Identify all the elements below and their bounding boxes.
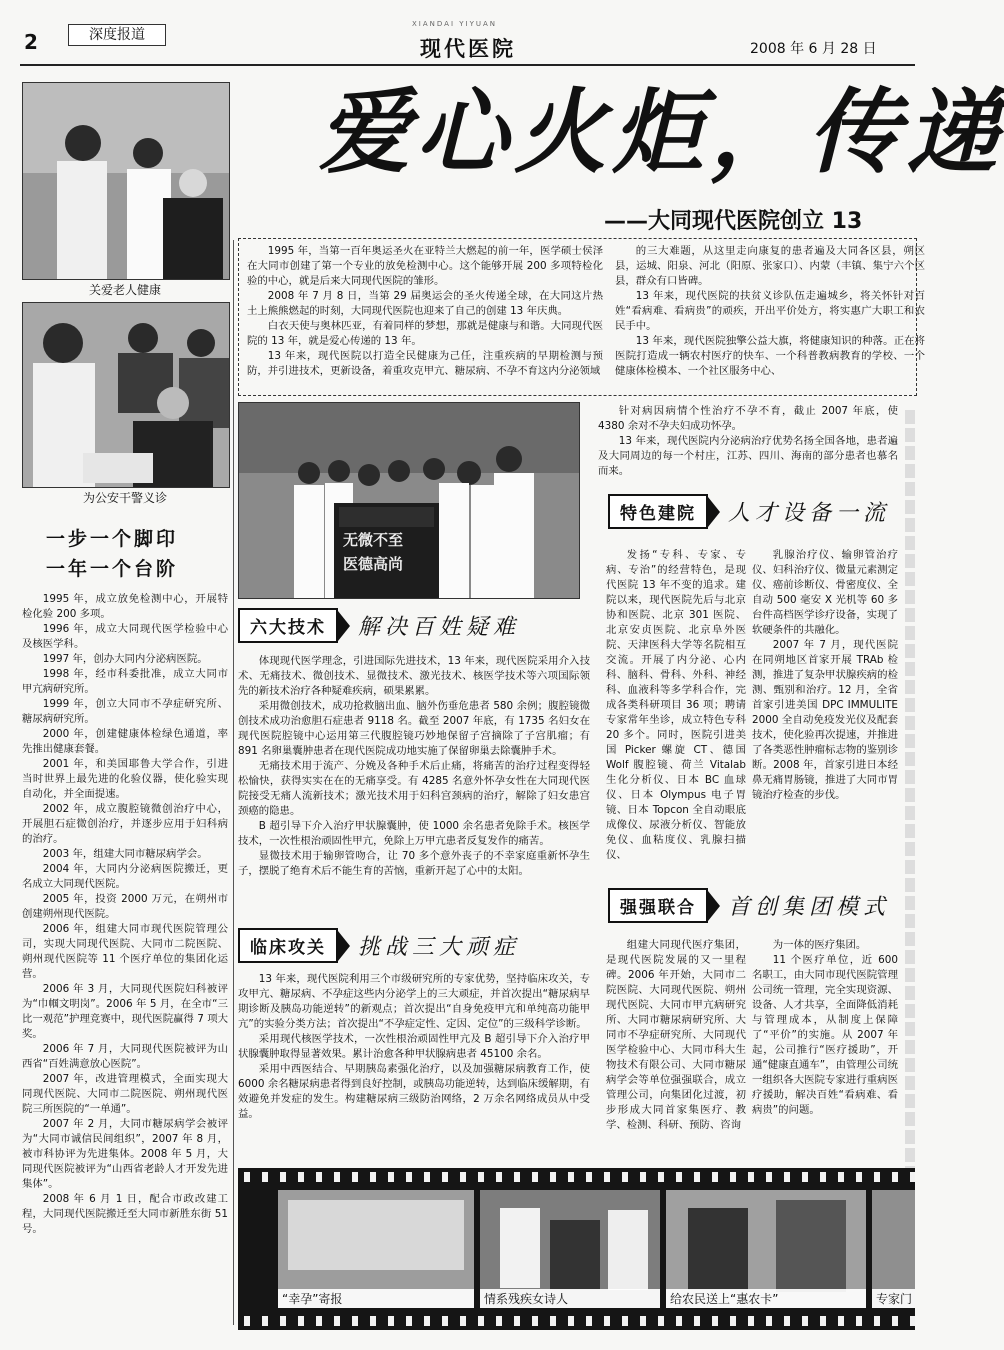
section-arrow [338, 931, 350, 961]
section-six-tech-title: 六大技术 [238, 608, 338, 643]
intro-col-1 [247, 244, 603, 379]
body-paragraph: 组建大同现代医疗集团，是现代医院发展的又一里程碑。2006 年开始，大同市二院医院、大同现代医院、朔州现代医院、大同市甲亢病研究所、大同市糖尿病研究所、大同市不孕症研究所、大同现代医学检验中心、大同市科大生物技术有限公司、大同市糖尿病学会等单位强强联合，成立管理公司，向集团化过渡，初步形成大同首家集医疗、教学、检测、科研、预防、咨询 [606, 939, 746, 1131]
timeline-entry: 1995 年，成立放免检测中心，开展特检化验 200 多项。 [22, 593, 228, 620]
section-arrow [708, 497, 720, 527]
section-arrow [338, 611, 350, 641]
film-frame-4 [872, 1190, 915, 1308]
timeline [22, 592, 228, 1237]
intro-paragraph: 的三大难题，从这里走向康复的患者遍及大同各区县，朔区县，运城、阳泉、河北（阳原、张家口）、内蒙（丰镇、集宁六个区县，群众有口皆碑。 [615, 245, 925, 287]
timeline-entry: 2000 年，创建健康体检绿色通道，率先推出健康套餐。 [22, 728, 228, 755]
timeline-entry: 2008 年 6 月 1 日，配合市政改建工程，大同现代医院搬迁至大同市新胜东街 51 号。 [22, 1193, 228, 1235]
section-tag: 深度报道 [68, 24, 166, 46]
section-clinic-title: 临床攻关 [238, 928, 338, 963]
timeline-entry: 2003 年，组建大同市糖尿病学会。 [42, 848, 208, 860]
issue-date: 2008 年 6 月 28 日 [750, 41, 877, 57]
body-paragraph: 采用中西医结合、早期胰岛素强化治疗，以及加强糖尿病教育工作，使 6000 余名糖尿病患者得到良好控制，或胰岛功能逆转，达到临床缓解期，有效避免并发症的发生。构建糖尿病三级防治网络，2 万余名网络成员从中受益。 [238, 1063, 590, 1120]
photo1-caption: 关爱老人健康 [88, 283, 161, 297]
section-six-tech-header [238, 608, 520, 643]
top-right-text [598, 404, 898, 479]
section-clinic-header [238, 928, 520, 963]
film-holes-top [238, 1172, 915, 1182]
film-caption-2: 情系残疾女诗人 [480, 1289, 660, 1308]
figure [688, 1208, 748, 1290]
slogan-line-1: 一步一个脚印 [46, 528, 179, 550]
headline-subtitle: ——大同现代医院创立 13 [604, 209, 863, 234]
section-feature-subtitle: 人才设备一流 [728, 501, 891, 526]
poster-board [288, 1200, 464, 1270]
column-rule [233, 240, 234, 1325]
body-paragraph: 11 个医疗单位，近 600 名职工，由大同市现代医院管理公司统一管理，完全实现资源、设备、人才共享，全面降低消耗与管理成本，从制度上保障了“平价”的实施。从 2007 年起，公司推行“医疗援助”，开通“健康直通车”，由管理公司统一组织各大医院专家进行重病医疗援助，解决百姓“看病难、看病贵”的问题。 [752, 954, 898, 1116]
body-paragraph: 乳腺治疗仪、输卵管治疗仪、妇科治疗仪、微量元素测定仪、癌前诊断仪、骨密度仪、全自动 500 毫安 X 光机等 60 多台件高档医学诊疗设备，实现了软硬条件的共融化。 [752, 549, 898, 636]
body-paragraph: 无痛技术用于流产、分娩及各种手术后止痛，将痛苦的治疗过程变得轻松愉快，获得实实在在的无痛享受。有 4285 名意外怀孕女性在大同现代医院接受无痛人流新技术；激光技术用于妇科宫颈病的治疗，解除了妇女患宫颈癌的隐患。 [238, 760, 590, 817]
timeline-entry: 1998 年，经市科委批准，成立大同市甲亢病研究所。 [22, 668, 228, 695]
body-paragraph: 为一体的医疗集团。 [772, 939, 867, 951]
figure [500, 1208, 540, 1288]
body-paragraph: 13 年来，现代医院利用三个市级研究所的专家优势，坚持临床攻关，专攻甲亢、糖尿病、不孕症这些内分泌学上的三大顽症，并首次提出“糖尿病早期诊断及胰岛功能逆转”的新观点；首次提出“自身免疫甲亢和单纯高功能甲亢”的实验分类方法；首次提出“不孕症定性、定因、定位”的三级科学诊断。 [238, 973, 590, 1030]
body-paragraph: 显微技术用于输卵管吻合，让 70 多个意外丧子的不幸家庭重新怀孕生子，摆脱了绝育术后不能生育的苦恼，重新开起了心中的太阳。 [238, 850, 590, 877]
film-caption-4: 专家门 [872, 1289, 915, 1308]
intro-paragraph: 2008 年 7 月 8 日，当第 29 届奥运会的圣火传递全球，在大同这片热土上熊熊燃起的时刻，大同现代医院也迎来了自己的创建 13 年庆典。 [247, 290, 603, 317]
section-clinic-subtitle: 挑战三大顽症 [358, 935, 521, 960]
timeline-entry: 2006 年 3 月，大同现代医院妇科被评为“巾帼文明岗”。2006 年 5 月，在全市“三比一观范”护理竞赛中，现代医院赢得 7 项大奖。 [22, 983, 228, 1040]
intro-box [238, 238, 925, 396]
film-frame-2 [480, 1190, 660, 1308]
photo-elderly-care [22, 82, 230, 280]
figure [608, 1210, 648, 1290]
masthead-pinyin: XIANDAI YIYUAN [412, 20, 497, 28]
timeline-entry: 2007 年 2 月，大同市糖尿病学会被评为“大同市诚信民间组织”，2007 年 8 月，被市科协评为先进集体。2008 年 5 月，大同现代医院被评为“山西省老龄人才开发先进集体”。 [22, 1118, 228, 1190]
intro-paragraph: 13 年来，现代医院以打造全民健康为己任，注重疾病的早期检测与预防，并引进技术，更新设备，着重攻克甲亢、糖尿病、不孕不育这内分泌领域 [247, 350, 603, 377]
section-clinic-body [238, 972, 590, 1122]
section-feature-col-2 [752, 548, 898, 803]
body-paragraph: 针对病因病情个性治疗不孕不育，截止 2007 年底，使 4380 余对不孕夫妇成功怀孕。 [598, 405, 898, 432]
timeline-entry: 2007 年，改进管理模式，全面实现大同现代医院、大同市二院医院、朔州现代医院三所医院的“一单通”。 [22, 1073, 228, 1115]
section-six-tech-subtitle: 解决百姓疑难 [358, 615, 521, 640]
body-paragraph: 采用现代核医学技术，一次性根治顽固性甲亢及 B 超引导下介入治疗甲状腺囊肿取得显著效果。累计治愈各种甲状腺病患者 45100 余名。 [238, 1033, 590, 1060]
section-alliance-col-2 [752, 938, 898, 1118]
section-alliance-subtitle: 首创集团模式 [728, 895, 891, 920]
body-paragraph: 2007 年 7 月，现代医院在同朔地区首家开展 TRAb 检测，推进了复杂甲状腺疾病的检测、甄别和治疗。12 月，全省首家引进美国 DPC IMMULITE 2000 全自动免疫发光仪及配套技术，使化验再次提速，并推进了各类恶性肿瘤标志物的鉴别诊断。2008 年，首家引进日本经鼻无痛胃肠镜，推进了大同市胃镜治疗检查的步伐。 [752, 639, 898, 801]
intro-paragraph: 1995 年，当第一百年奥运圣火在亚特兰大燃起的前一年，医学硕士侯泽在大同市创建了第一个专业的放免检测中心。这个能够开展 200 多项特检化验的中心，就是后来大同现代医院的雏形。 [247, 245, 603, 287]
section-six-tech-body [238, 654, 590, 879]
section-feature-header [608, 494, 890, 529]
timeline-entry: 2005 年，投资 2000 万元，在朔州市创建朔州现代医院。 [22, 893, 228, 920]
photo2-caption: 为公安干警义诊 [82, 491, 167, 505]
section-alliance-header [608, 888, 890, 923]
film-caption-1: “幸孕”寄报 [278, 1289, 474, 1308]
banner-text-2: 医德高尚 [343, 555, 404, 573]
film-holes-bottom [238, 1316, 915, 1326]
body-paragraph: B 超引导下介入治疗甲状腺囊肿，使 1000 余名患者免除手术。核医学技术，一次性根治顽固性甲亢，免除上万甲亢患者反复发作的痛苦。 [238, 820, 590, 847]
intro-col-2 [615, 244, 925, 379]
figure [550, 1220, 600, 1290]
timeline-entry: 2006 年，组建大同市现代医院管理公司，实现大同现代医院、大同市二院医院、朔州现代医院等 11 个医疗单位的集团化运营。 [22, 923, 228, 980]
section-feature-col-1 [606, 548, 746, 863]
timeline-entry: 2004 年，大同内分泌病医院搬迁，更名成立大同现代医院。 [22, 863, 228, 890]
right-edge-strip [905, 410, 915, 1190]
film-frame-3 [666, 1190, 866, 1308]
timeline-entry: 1997 年，创办大同内分泌病医院。 [42, 653, 208, 665]
body-paragraph: 13 年来，现代医院内分泌病治疗优势名扬全国各地，患者遍及大同周边的每一个村庄，江苏、四川、海南的部分患者也慕名而来。 [598, 435, 898, 477]
section-feature-title: 特色建院 [608, 494, 708, 529]
body-paragraph: 发扬“专科、专家、专病、专治”的经营特色，是现代医院 13 年不变的追求。建院以来，现代医院先后与北京协和医院、北京 301 医院、北京安贞医院、北京阜外医院、天津医科大学等名院相互交流。开展了内分泌、心内科、脑科、骨科、外科、神经科、血液科等多学科合作，完成各类科研项目 36 项；聘请专家常年坐诊，成立特色专科 20 多个。同时，医院引进美国 Picker 螺旋 CT、德国 Wolf 腹腔镜、荷兰 Vitalab 生化分析仪、日本 BC 血球仪、日本 Olympus 电子胃镜、日本 Topcon 全自动眼底成像仪、尿液分析仪、智能放免仪、血粘度仪、乳腺扫描仪、 [606, 549, 746, 861]
timeline-entry: 2002 年，成立腹腔镜微创治疗中心，开展胆石症微创治疗，并逐步应用于妇科病的治疗。 [22, 803, 228, 845]
film-caption-3: 给农民送上“惠农卡” [666, 1289, 866, 1308]
figure [776, 1200, 846, 1292]
banner-text-1: 无微不至 [343, 531, 404, 549]
intro-paragraph: 13 年来，现代医院的扶贫义诊队伍走遍城乡，将关怀针对百姓“看病难、看病贵”的顽疾，开出平价处方，将实惠广大职工和农民手中。 [615, 290, 925, 332]
photo-staff-banner [238, 402, 580, 599]
body-paragraph: 体现现代医学理念，引进国际先进技术，13 年来，现代医院采用介入技术、无痛技术、微创技术、显微技术、激光技术、核医学技术等六项国际领先的新技术治疗各种疑难疾病，硕果累累。 [238, 655, 590, 697]
intro-paragraph: 13 年来，现代医院独擎公益大旗，将健康知识的种落。正在将医院打造成一辆农村医疗的快车、一个科普教病教育的学校、一个健康体检模本、一个社区服务中心、 [615, 335, 925, 377]
timeline-entry: 1999 年，创立大同市不孕症研究所、糖尿病研究所。 [22, 698, 228, 725]
headline: 爱心火炬，传递 [318, 78, 1004, 186]
timeline-entry: 2001 年，和美国耶鲁大学合作，引进当时世界上最先进的化验仪器，使化验实现自动化，并全面提速。 [22, 758, 228, 800]
film-strip [238, 1168, 915, 1330]
timeline-entry: 2006 年 7 月，大同现代医院被评为山西省“百姓满意放心医院”。 [22, 1043, 228, 1070]
section-alliance-col-1 [606, 938, 746, 1133]
photo-police-checkup [22, 302, 230, 488]
body-paragraph: 采用微创技术，成功抢救脑出血、脑外伤垂危患者 580 余例；腹腔镜微创技术成功治愈胆石症患者 9118 名。截至 2007 年底，有 1735 名妇女在现代医院腔镜中心运用第三代腹腔镜巧妙地保留子宫摘除了子宫肌瘤；有 891 名卵巢囊肿患者在现代医院成功地实施了保留卵巢去除囊肿手术。 [238, 700, 590, 757]
masthead: 现代医院 [420, 36, 516, 61]
header-rule [20, 64, 915, 66]
slogan-line-2: 一年一个台阶 [46, 558, 179, 580]
intro-paragraph: 白衣天使与奥林匹亚，有着同样的梦想，那就是健康与和谐。大同现代医院的 13 年，就是爱心传递的 13 年。 [247, 320, 603, 347]
page-number: 2 [24, 30, 38, 54]
film-frame-1 [278, 1190, 474, 1308]
section-alliance-title: 强强联合 [608, 888, 708, 923]
section-arrow [708, 891, 720, 921]
timeline-entry: 1996 年，成立大同现代医学检验中心及核医学科。 [22, 623, 228, 650]
